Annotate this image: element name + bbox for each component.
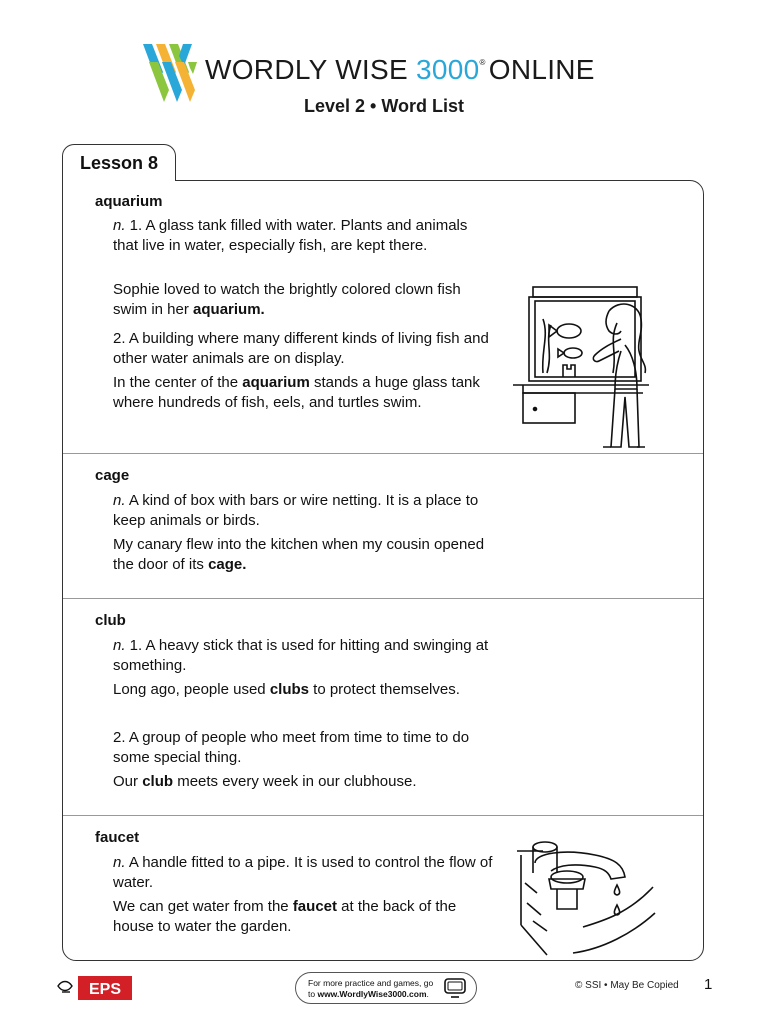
entry-word: cage	[95, 467, 130, 484]
example-sentence: Long ago, people used clubs to protect themselves.	[113, 681, 460, 698]
aquarium-illustration	[513, 281, 663, 453]
example-sentence: We can get water from the faucet at the back of the house to water the garden.	[113, 898, 457, 935]
lesson-label: Lesson 8	[80, 153, 159, 173]
copyright-notice: © SSI • May Be Copied	[575, 980, 679, 991]
promo-line-1: For more practice and games, go	[308, 978, 434, 988]
definition: 2. A building where many different kinds of living fish and other water animals are on display.	[113, 330, 489, 367]
word-list-box	[62, 180, 704, 961]
page-header	[0, 40, 768, 130]
entry-word: faucet	[95, 829, 140, 846]
definition: n. A handle fitted to a pipe. It is used to control the flow of water.	[113, 854, 493, 891]
promo-box	[295, 972, 477, 1004]
example-sentence: Sophie loved to watch the brightly colored clown fish swim in her aquarium.	[113, 281, 461, 318]
faucet-illustration	[513, 833, 663, 958]
lesson-tab	[62, 144, 176, 181]
computer-monitor-icon	[444, 978, 466, 998]
wordly-wise-logo-icon	[143, 44, 197, 102]
entry-club	[63, 598, 703, 815]
eps-text: EPS	[88, 981, 122, 998]
page-number: 1	[704, 976, 713, 993]
page-footer	[0, 968, 768, 1008]
eps-logo-icon	[56, 976, 138, 1000]
definition: n. A kind of box with bars or wire netting. It is a place to keep animals or birds.	[113, 492, 479, 529]
example-sentence: In the center of the aquarium stands a huge glass tank where hundreds of fish, eels, and turtles swim.	[113, 374, 480, 411]
entry-word: aquarium	[95, 193, 163, 210]
entry-word: club	[95, 612, 126, 629]
entry-cage	[63, 453, 703, 598]
example-sentence: Our club meets every week in our clubhouse.	[113, 773, 417, 790]
entry-aquarium	[63, 181, 703, 453]
promo-line-2: to www.WordlyWise3000.com.	[308, 989, 429, 999]
page-subtitle: Level 2 • Word List	[303, 96, 464, 116]
definition: n. 1. A heavy stick that is used for hitting and swinging at something.	[113, 637, 489, 674]
entry-faucet	[63, 815, 703, 960]
brand-title: WORDLY WISE 3000® ONLINE	[205, 54, 595, 85]
example-sentence: My canary flew into the kitchen when my cousin opened the door of its cage.	[113, 536, 485, 573]
website-link[interactable]: www.WordlyWise3000.com	[317, 989, 427, 999]
definition: 2. A group of people who meet from time to time to do some special thing.	[113, 729, 470, 766]
definition: n. 1. A glass tank filled with water. Plants and animals that live in water, especially fish, are kept there.	[113, 217, 468, 254]
